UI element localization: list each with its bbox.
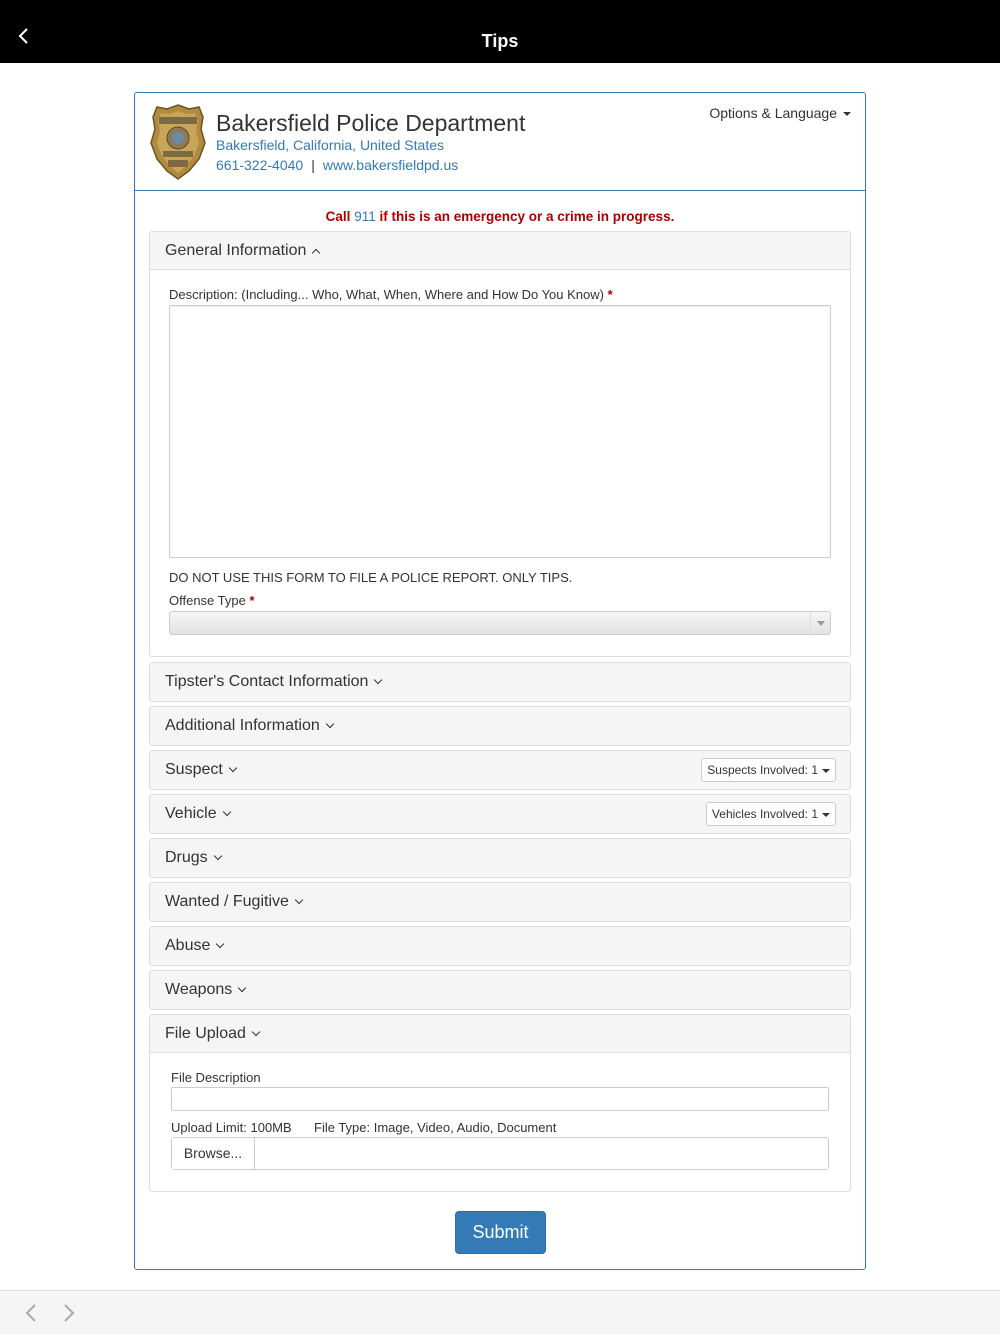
page-title: Tips	[481, 31, 519, 51]
section-file-upload	[149, 1014, 851, 1192]
vehicles-involved-label: Vehicles Involved: 1	[711, 807, 818, 821]
chevron-down-icon	[238, 984, 246, 992]
section-header-general-information[interactable]	[150, 232, 850, 270]
caret-down-icon	[822, 769, 830, 773]
agency-location: Bakersfield, California, United States	[216, 137, 444, 153]
agency-name: Bakersfield Police Department	[216, 110, 526, 136]
chevron-down-icon	[295, 896, 303, 904]
section-suspect[interactable]	[149, 750, 851, 790]
section-header-weapons[interactable]	[150, 971, 850, 1009]
section-title: Drugs	[165, 849, 208, 866]
section-title: File Upload	[165, 1025, 246, 1042]
description-label-text: Description: (Including... Who, What, When, Where and How Do You Know)	[169, 287, 604, 302]
section-additional-information[interactable]	[149, 706, 851, 746]
file-type-text: File Type: Image, Video, Audio, Document	[314, 1120, 557, 1135]
suspects-involved-label: Suspects Involved: 1	[707, 763, 818, 777]
agency-website-link[interactable]: www.bakersfieldpd.us	[322, 157, 459, 173]
section-wanted-fugitive[interactable]	[149, 882, 851, 922]
caret-down-icon	[843, 112, 851, 116]
required-asterisk: *	[249, 593, 255, 608]
agency-phone-link[interactable]: 661-322-4040	[216, 157, 304, 173]
section-tipster-contact[interactable]	[149, 662, 851, 702]
forward-arrow-icon[interactable]	[59, 1303, 79, 1323]
section-header-tipster-contact[interactable]	[150, 663, 850, 701]
chevron-down-icon	[229, 764, 237, 772]
file-description-label: File Description	[171, 1070, 261, 1085]
section-title: Tipster's Contact Information	[165, 673, 369, 690]
description-label	[169, 287, 613, 303]
emergency-notice	[135, 208, 865, 225]
suspects-involved-dropdown[interactable]	[701, 758, 836, 782]
police-badge-logo	[149, 103, 207, 181]
file-upload-control	[171, 1137, 829, 1170]
chevron-down-icon	[252, 1028, 260, 1036]
file-description-input[interactable]	[171, 1087, 829, 1111]
offense-type-label	[169, 593, 255, 609]
section-header-abuse[interactable]	[150, 927, 850, 965]
tip-form-panel	[134, 92, 866, 1270]
emergency-number-link[interactable]: 911	[354, 209, 376, 224]
section-drugs[interactable]	[149, 838, 851, 878]
chevron-down-icon	[216, 940, 224, 948]
chevron-down-icon	[213, 852, 221, 860]
section-header-file-upload[interactable]	[150, 1015, 850, 1053]
description-textarea[interactable]	[169, 305, 831, 558]
chevron-down-icon	[374, 676, 382, 684]
form-warning: DO NOT USE THIS FORM TO FILE A POLICE REPORT. ONLY TIPS.	[169, 570, 573, 585]
agency-header	[135, 93, 865, 191]
section-abuse[interactable]	[149, 926, 851, 966]
offense-type-label-text: Offense Type	[169, 593, 246, 608]
section-header-additional-information[interactable]	[150, 707, 850, 745]
section-title: Additional Information	[165, 717, 320, 734]
chevron-down-icon	[326, 720, 334, 728]
caret-down-icon	[822, 813, 830, 817]
section-title: Wanted / Fugitive	[165, 893, 289, 910]
submit-button[interactable]: Submit	[455, 1211, 546, 1254]
section-vehicle[interactable]	[149, 794, 851, 834]
browse-button[interactable]: Browse...	[172, 1138, 255, 1169]
offense-type-select[interactable]	[169, 611, 831, 635]
required-asterisk: *	[607, 287, 613, 302]
section-title: Vehicle	[165, 805, 217, 822]
chevron-up-icon	[312, 249, 320, 257]
chevron-down-icon	[222, 808, 230, 816]
emergency-text-post: if this is an emergency or a crime in progress.	[375, 209, 675, 224]
section-header-drugs[interactable]	[150, 839, 850, 877]
section-title: Weapons	[165, 981, 233, 998]
section-weapons[interactable]	[149, 970, 851, 1010]
section-general-information	[149, 231, 851, 657]
options-language-dropdown[interactable]	[709, 105, 851, 122]
emergency-text-pre: Call	[325, 209, 355, 224]
contact-separator: |	[311, 157, 315, 173]
bottom-navigation-bar	[0, 1290, 1000, 1334]
section-title: Suspect	[165, 761, 223, 778]
top-navigation-bar	[0, 0, 1000, 63]
dropdown-arrow-icon	[810, 612, 830, 634]
back-arrow-icon[interactable]	[21, 1303, 41, 1323]
upload-limit-text: Upload Limit: 100MB	[171, 1120, 292, 1135]
options-language-label: Options & Language	[709, 105, 837, 121]
agency-contact	[216, 157, 458, 174]
section-title: Abuse	[165, 937, 211, 954]
section-header-wanted-fugitive[interactable]	[150, 883, 850, 921]
vehicles-involved-dropdown[interactable]	[706, 802, 836, 826]
section-title: General Information	[165, 242, 307, 259]
